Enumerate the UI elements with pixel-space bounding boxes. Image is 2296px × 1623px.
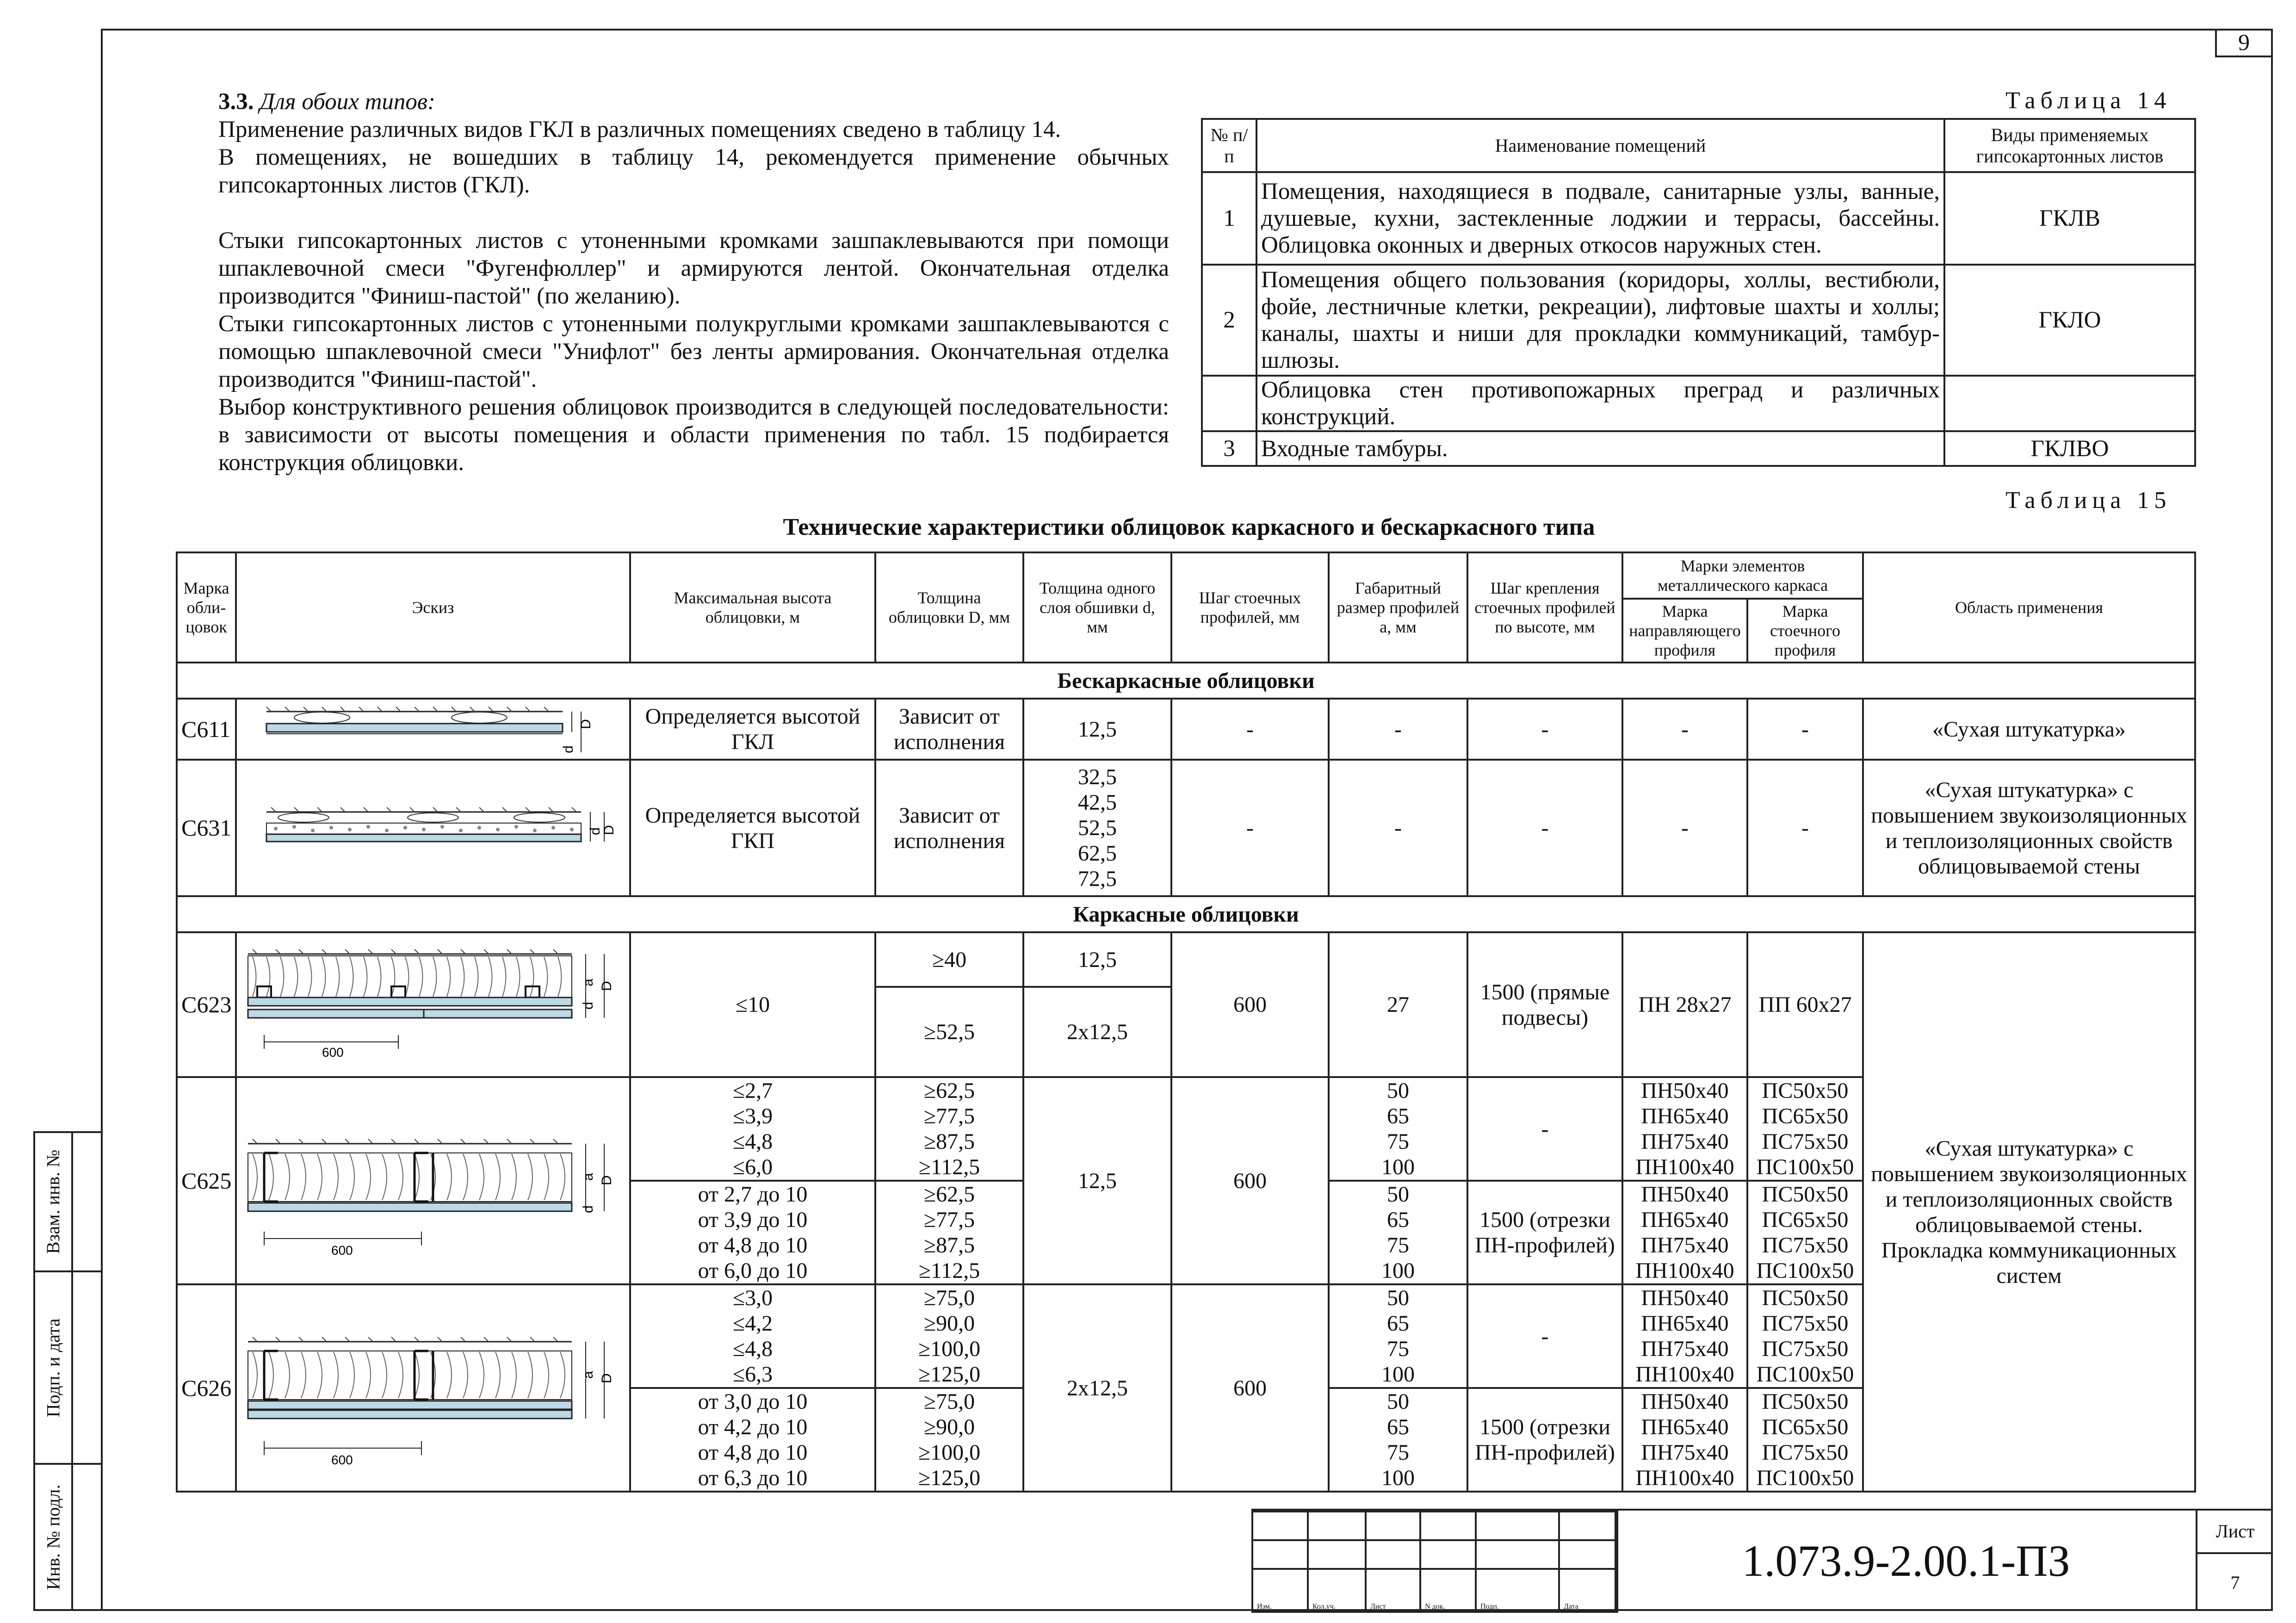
c625-b-stud-3: ПС75х50 xyxy=(1762,1233,1849,1258)
c625-b-guide-2: ПН65х40 xyxy=(1641,1208,1729,1232)
c611-sketch-drawing xyxy=(239,701,627,757)
c623-guide: ПН 28х27 xyxy=(1622,932,1747,1077)
c625-b-height xyxy=(630,1181,875,1284)
c626-a-guide-4: ПН100х40 xyxy=(1635,1362,1734,1387)
c625-sketch xyxy=(236,1077,630,1284)
c631-step: - xyxy=(1171,760,1329,896)
c623-stud: ПП 60х27 xyxy=(1747,932,1863,1077)
c626-a-guide xyxy=(1622,1284,1747,1388)
table-14 xyxy=(1201,118,2196,467)
table-row xyxy=(1202,172,2195,265)
table14-caption: Таблица 14 xyxy=(2005,87,2172,114)
c623-thickness-2: ≥52,5 xyxy=(875,987,1023,1077)
t15-header-mark: Марка обли- цовок xyxy=(177,552,236,663)
c626-b-stud-2: ПС65х50 xyxy=(1762,1415,1849,1439)
c626-b-size-4: 100 xyxy=(1381,1466,1415,1490)
c626-b-thickness-4: ≥125,0 xyxy=(918,1466,981,1490)
c625-b-height-1: от 2,7 до 10 xyxy=(698,1182,808,1207)
c625-a-guide-4: ПН100х40 xyxy=(1635,1155,1734,1179)
t14-row4-type: ГКЛВО xyxy=(1944,431,2195,466)
c625-letter-D: D xyxy=(599,1175,614,1185)
c623-size: 27 xyxy=(1329,932,1467,1077)
c626-a-height-3: ≤4,8 xyxy=(732,1337,773,1361)
c626-letter-D: D xyxy=(599,1373,614,1383)
sheet-number: 7 xyxy=(2230,1572,2240,1593)
c625-b-height-3: от 4,8 до 10 xyxy=(698,1233,808,1258)
c626-a-guide-2: ПН65х40 xyxy=(1641,1311,1729,1336)
table15-caption: Таблица 15 xyxy=(2005,487,2172,514)
c625-sketch-dim: 600 xyxy=(331,1243,353,1258)
c625-b-height-4: от 6,0 до 10 xyxy=(698,1258,808,1283)
c625-sketch-drawing xyxy=(239,1084,627,1278)
t14-row1-type: ГКЛВ xyxy=(1944,172,2195,265)
paragraph-5: Выбор конструктивного решения облицовок производится в следующей последовательности: в зависимости от высоты помещения и области применения по табл. 15 подбирается конструкция облицовки. xyxy=(218,394,1169,476)
c626-a-stud-3: ПС75х50 xyxy=(1762,1337,1849,1361)
c611-letter-d: d xyxy=(561,745,576,753)
c625-b-stud-4: ПС100х50 xyxy=(1756,1258,1854,1283)
c626-b-size xyxy=(1329,1388,1467,1492)
c625-b-thickness-4: ≥112,5 xyxy=(918,1258,980,1283)
c626-b-stud-4: ПС100х50 xyxy=(1756,1466,1854,1490)
c625-b-stud-2: ПС65х50 xyxy=(1762,1208,1849,1232)
c626-a-stud-1: ПС50х50 xyxy=(1762,1286,1849,1310)
c625-a-size-1: 50 xyxy=(1387,1078,1409,1103)
t15-header-guide: Марка направляющего профиля xyxy=(1622,599,1747,663)
side-label-sign: Подп. и дата xyxy=(43,1318,64,1417)
c611-mark: С611 xyxy=(177,699,236,760)
c626-a-height-2: ≤4,2 xyxy=(732,1311,773,1336)
c626-a-stud xyxy=(1747,1284,1863,1388)
c625-a-height-3: ≤4,8 xyxy=(732,1129,773,1154)
tb-col-podp: Подп. xyxy=(1476,1569,1559,1612)
c631-layer xyxy=(1023,760,1171,896)
c623-letter-d: d xyxy=(581,1001,596,1010)
c623-fix: 1500 (прямые подвесы) xyxy=(1467,932,1622,1077)
c626-a-thickness-1: ≥75,0 xyxy=(923,1286,975,1310)
c626-b-guide-1: ПН50х40 xyxy=(1641,1389,1729,1414)
c625-b-size-1: 50 xyxy=(1387,1182,1409,1207)
t15-header-stud: Марка стоечного профиля xyxy=(1747,599,1863,663)
c626-b-height-2: от 4,2 до 10 xyxy=(698,1415,808,1439)
c611-guide: - xyxy=(1622,699,1747,760)
c623-height: ≤10 xyxy=(630,932,875,1077)
c626-sketch xyxy=(236,1284,630,1492)
c625-a-stud-3: ПС75х50 xyxy=(1762,1129,1849,1154)
c626-a-size xyxy=(1329,1284,1467,1388)
document-code: 1.073.9-2.00.1-ПЗ xyxy=(1615,1511,2197,1611)
c625-a-thickness xyxy=(875,1077,1023,1181)
c631-guide: - xyxy=(1622,760,1747,896)
c623-thickness-1: ≥40 xyxy=(875,932,1023,987)
t14-row3-num xyxy=(1202,376,1256,431)
page-number: 9 xyxy=(2215,29,2273,57)
c625-b-guide-4: ПН100х40 xyxy=(1635,1258,1734,1283)
t15-header-height: Максимальная высота облицовки, м xyxy=(630,552,875,663)
c623-sketch-dim: 600 xyxy=(322,1045,344,1059)
c623-letter-a: a xyxy=(581,978,596,986)
c626-b-thickness-2: ≥90,0 xyxy=(923,1415,975,1439)
c626-b-thickness xyxy=(875,1388,1023,1492)
table-row xyxy=(1202,431,2195,466)
c626-a-fix: - xyxy=(1467,1284,1622,1388)
c625-a-height xyxy=(630,1077,875,1181)
c626-b-guide-4: ПН100х40 xyxy=(1635,1466,1734,1490)
c626-mark: С626 xyxy=(177,1284,236,1492)
c625-layer: 12,5 xyxy=(1023,1077,1171,1284)
c625-b-stud xyxy=(1747,1181,1863,1284)
c611-sketch xyxy=(236,699,630,760)
tb-col-kol: Кол.уч. xyxy=(1308,1569,1366,1612)
c626-b-thickness-1: ≥75,0 xyxy=(923,1389,975,1414)
c626-a-guide-3: ПН75х40 xyxy=(1641,1337,1729,1361)
t15-header-thickness: Толщина облицовки D, мм xyxy=(875,552,1023,663)
t14-row3-type xyxy=(1944,376,2195,431)
t14-header-type: Виды применяемых гипсокартонных листов xyxy=(1944,119,2195,172)
c623-layer-1: 12,5 xyxy=(1023,932,1171,987)
c625-b-thickness-2: ≥77,5 xyxy=(923,1208,975,1232)
c626-sketch-dim: 600 xyxy=(331,1453,353,1467)
c623-sketch xyxy=(236,932,630,1077)
c625-b-guide-1: ПН50х40 xyxy=(1641,1182,1729,1207)
c631-letter-d: d xyxy=(588,827,603,835)
c625-b-height-2: от 3,9 до 10 xyxy=(698,1208,808,1232)
c626-a-size-4: 100 xyxy=(1381,1362,1415,1387)
c626-a-thickness xyxy=(875,1284,1023,1388)
t15-header-elements: Марки элементов металлического каркаса xyxy=(1622,552,1863,599)
paragraph-1: Применение различных видов ГКЛ в различных помещениях сведено в таблицу 14. xyxy=(218,117,1061,142)
tb-col-izm: Изм. xyxy=(1252,1569,1308,1612)
c626-b-stud-1: ПС50х50 xyxy=(1762,1389,1849,1414)
c625-b-fix: 1500 (отрезки ПН-профилей) xyxy=(1467,1181,1622,1284)
c625-a-thickness-1: ≥62,5 xyxy=(923,1078,975,1103)
c626-a-size-2: 65 xyxy=(1387,1311,1409,1336)
c625-b-size-4: 100 xyxy=(1381,1258,1415,1283)
c626-a-thickness-2: ≥90,0 xyxy=(923,1311,975,1336)
c626-a-size-1: 50 xyxy=(1387,1286,1409,1310)
c626-a-height-4: ≤6,3 xyxy=(732,1362,773,1387)
sheet-box xyxy=(2197,1511,2273,1611)
side-field-inv xyxy=(33,1463,103,1611)
c631-mark: С631 xyxy=(177,760,236,896)
c625-a-stud-1: ПС50х50 xyxy=(1762,1078,1849,1103)
c625-b-guide xyxy=(1622,1181,1747,1284)
paragraph-2: В помещениях, не вошедших в таблицу 14, рекомендуется применение обычных гипсокартонных листов (ГКЛ). xyxy=(218,144,1169,198)
c625-a-fix: - xyxy=(1467,1077,1622,1181)
c626-sketch-drawing xyxy=(239,1291,627,1485)
c626-a-thickness-4: ≥125,0 xyxy=(918,1362,981,1387)
c626-letter-a: a xyxy=(581,1371,596,1379)
c625-a-stud xyxy=(1747,1077,1863,1181)
c631-letter-D: D xyxy=(601,824,617,835)
t15-header-fix: Шаг крепления стоечных профилей по высоте, мм xyxy=(1467,552,1622,663)
c625-a-height-4: ≤6,0 xyxy=(732,1155,773,1179)
frame-area: «Сухая штукатурка» с повышением звукоизоляционных и теплоизоляционных свойств облицовываемой стены. Прокладка коммуникационных систем xyxy=(1863,932,2195,1492)
c625-a-thickness-4: ≥112,5 xyxy=(918,1155,980,1179)
c625-b-size xyxy=(1329,1181,1467,1284)
c626-b-fix: 1500 (отрезки ПН-профилей) xyxy=(1467,1388,1622,1492)
t15-section-frameless: Бескаркасные облицовки xyxy=(177,663,2195,699)
c611-stud: - xyxy=(1747,699,1863,760)
c631-sketch xyxy=(236,760,630,896)
c611-size: - xyxy=(1329,699,1467,760)
c625-a-size-3: 75 xyxy=(1387,1129,1409,1154)
t15-header-layer: Толщина одного слоя обшивки d, мм xyxy=(1023,552,1171,663)
c626-b-height-3: от 4,8 до 10 xyxy=(698,1440,808,1465)
section-text xyxy=(218,88,1169,477)
c626-a-stud-4: ПС100х50 xyxy=(1756,1362,1854,1387)
paragraph-3: Стыки гипсокартонных листов с утоненными кромками зашпаклевываются при помощи шпаклевочной смеси "Фугенфюллер" и армируются лентой. Окончательная отделка производится "Финиш-пастой" (по желанию). xyxy=(218,228,1169,309)
table-row xyxy=(177,699,2195,760)
revision-grid xyxy=(1251,1511,1618,1613)
t14-row1-name: Помещения, находящиеся в подвале, санитарные узлы, ванные, душевые, кухни, застекленные лоджии и террасы, бассейны. Облицовка оконных и дверных откосов наружных стен. xyxy=(1256,172,1944,265)
c625-letter-d: d xyxy=(581,1205,596,1213)
c625-a-guide xyxy=(1622,1077,1747,1181)
c625-b-thickness-1: ≥62,5 xyxy=(923,1182,975,1207)
c625-a-height-1: ≤2,7 xyxy=(732,1078,773,1103)
c623-mark: С623 xyxy=(177,932,236,1077)
table-row xyxy=(1202,265,2195,376)
t15-header-step: Шаг стоечных профилей, мм xyxy=(1171,552,1329,663)
c626-a-guide-1: ПН50х40 xyxy=(1641,1286,1729,1310)
c626-b-guide-2: ПН65х40 xyxy=(1641,1415,1729,1439)
c626-step: 600 xyxy=(1171,1284,1329,1492)
c611-thickness: Зависит от исполнения xyxy=(875,699,1023,760)
t14-row4-num: 3 xyxy=(1202,431,1256,466)
section-number: 3.3. xyxy=(218,89,254,115)
c623-layer-2: 2х12,5 xyxy=(1023,987,1171,1077)
table15-title: Технические характеристики облицовок каркасного и бескаркасного типа xyxy=(783,514,1595,540)
c625-a-size xyxy=(1329,1077,1467,1181)
c611-letter-D: D xyxy=(578,719,594,729)
c631-layer-4: 62,5 xyxy=(1078,841,1117,866)
t14-row2-name: Помещения общего пользования (коридоры, холлы, вестибюли, фойе, лестничные клетки, рекреации), лифтовые шахты и холлы; каналы, шахты и ниши для прокладки коммуникаций, тамбур-шлюзы. xyxy=(1256,265,1944,376)
tb-col-ndoc: N док. xyxy=(1420,1569,1476,1612)
section-heading: Для обоих типов: xyxy=(260,89,436,115)
c631-stud: - xyxy=(1747,760,1863,896)
c626-a-size-3: 75 xyxy=(1387,1337,1409,1361)
c623-step: 600 xyxy=(1171,932,1329,1077)
c623-letter-D: D xyxy=(599,980,614,991)
c626-b-thickness-3: ≥100,0 xyxy=(918,1440,981,1465)
c631-thickness: Зависит от исполнения xyxy=(875,760,1023,896)
c626-b-size-2: 65 xyxy=(1387,1415,1409,1439)
c625-b-size-3: 75 xyxy=(1387,1233,1409,1258)
c625-a-guide-2: ПН65х40 xyxy=(1641,1104,1729,1128)
table-row xyxy=(177,932,2195,987)
c625-a-stud-2: ПС65х50 xyxy=(1762,1104,1849,1128)
c626-b-height-1: от 3,0 до 10 xyxy=(698,1389,808,1414)
tb-col-list: Лист xyxy=(1366,1569,1420,1612)
c626-b-stud-3: ПС75х50 xyxy=(1762,1440,1849,1465)
t15-header-size: Габаритный размер профилей а, мм xyxy=(1329,552,1467,663)
c626-b-guide-3: ПН75х40 xyxy=(1641,1440,1729,1465)
c631-area: «Сухая штукатурка» с повышением звукоизоляционных и теплоизоляционных свойств облицовываемой стены xyxy=(1863,760,2195,896)
c626-a-stud-2: ПС75х50 xyxy=(1762,1311,1849,1336)
tb-col-date: Дата xyxy=(1559,1569,1617,1612)
side-field-replace xyxy=(33,1131,103,1272)
c631-layer-1: 32,5 xyxy=(1078,765,1117,789)
c625-letter-a: a xyxy=(581,1173,596,1181)
c625-mark: С625 xyxy=(177,1077,236,1284)
t14-row1-num: 1 xyxy=(1202,172,1256,265)
paragraph-4: Стыки гипсокартонных листов с утоненными полукруглыми кромками зашпаклевываются с помощью шпаклевочной смеси "Унифлот" без ленты армирования. Окончательная отделка производится "Финиш-пастой". xyxy=(218,311,1169,392)
c631-sketch-drawing xyxy=(239,793,627,863)
t14-header-name: Наименование помещений xyxy=(1256,119,1944,172)
c631-layer-2: 42,5 xyxy=(1078,790,1117,815)
c625-a-guide-1: ПН50х40 xyxy=(1641,1078,1729,1103)
c626-b-size-3: 75 xyxy=(1387,1440,1409,1465)
c626-b-height-4: от 6,3 до 10 xyxy=(698,1466,808,1490)
side-label-replace: Взам. инв. № xyxy=(43,1149,64,1254)
sheet-label: Лист xyxy=(2197,1511,2273,1554)
c623-sketch-drawing xyxy=(239,935,627,1074)
c625-step: 600 xyxy=(1171,1077,1329,1284)
c626-b-size-1: 50 xyxy=(1387,1389,1409,1414)
c611-fix: - xyxy=(1467,699,1622,760)
c631-height: Определяется высотой ГКП xyxy=(630,760,875,896)
c631-fix: - xyxy=(1467,760,1622,896)
c625-a-guide-3: ПН75х40 xyxy=(1641,1129,1729,1154)
side-label-inv: Инв. № подл. xyxy=(43,1484,64,1590)
c625-b-stud-1: ПС50х50 xyxy=(1762,1182,1849,1207)
c625-b-thickness-3: ≥87,5 xyxy=(923,1233,975,1258)
c625-b-size-2: 65 xyxy=(1387,1208,1409,1232)
c611-step: - xyxy=(1171,699,1329,760)
table-row xyxy=(177,760,2195,896)
c625-a-height-2: ≤3,9 xyxy=(732,1104,773,1128)
c626-a-thickness-3: ≥100,0 xyxy=(918,1337,981,1361)
c626-layer: 2х12,5 xyxy=(1023,1284,1171,1492)
c626-a-height-1: ≤3,0 xyxy=(732,1286,773,1310)
side-field-sign xyxy=(33,1270,103,1465)
c626-b-stud xyxy=(1747,1388,1863,1492)
table-row xyxy=(1202,376,2195,431)
t14-row3-name: Облицовка стен противопожарных преград и различных конструкций. xyxy=(1256,376,1944,431)
c625-a-stud-4: ПС100х50 xyxy=(1756,1155,1854,1179)
c626-a-height xyxy=(630,1284,875,1388)
c625-b-thickness xyxy=(875,1181,1023,1284)
c631-size: - xyxy=(1329,760,1467,896)
table-15 xyxy=(176,551,2196,1493)
t14-header-num: № п/п xyxy=(1202,119,1256,172)
t14-row2-num: 2 xyxy=(1202,265,1256,376)
c611-height: Определяется высотой ГКЛ xyxy=(630,699,875,760)
c625-b-guide-3: ПН75х40 xyxy=(1641,1233,1729,1258)
c631-layer-3: 52,5 xyxy=(1078,816,1117,840)
t14-row2-type: ГКЛО xyxy=(1944,265,2195,376)
t15-header-sketch: Эскиз xyxy=(236,552,630,663)
c611-area: «Сухая штукатурка» xyxy=(1863,699,2195,760)
c626-b-height xyxy=(630,1388,875,1492)
c631-layer-5: 72,5 xyxy=(1078,867,1117,891)
c626-b-guide xyxy=(1622,1388,1747,1492)
c625-a-size-4: 100 xyxy=(1381,1155,1415,1179)
c625-a-thickness-2: ≥77,5 xyxy=(923,1104,975,1128)
c611-layer: 12,5 xyxy=(1023,699,1171,760)
t15-header-area: Область применения xyxy=(1863,552,2195,663)
c625-a-thickness-3: ≥87,5 xyxy=(923,1129,975,1154)
c625-a-size-2: 65 xyxy=(1387,1104,1409,1128)
t15-section-frame: Каркасные облицовки xyxy=(177,896,2195,932)
t14-row4-name: Входные тамбуры. xyxy=(1256,431,1944,466)
